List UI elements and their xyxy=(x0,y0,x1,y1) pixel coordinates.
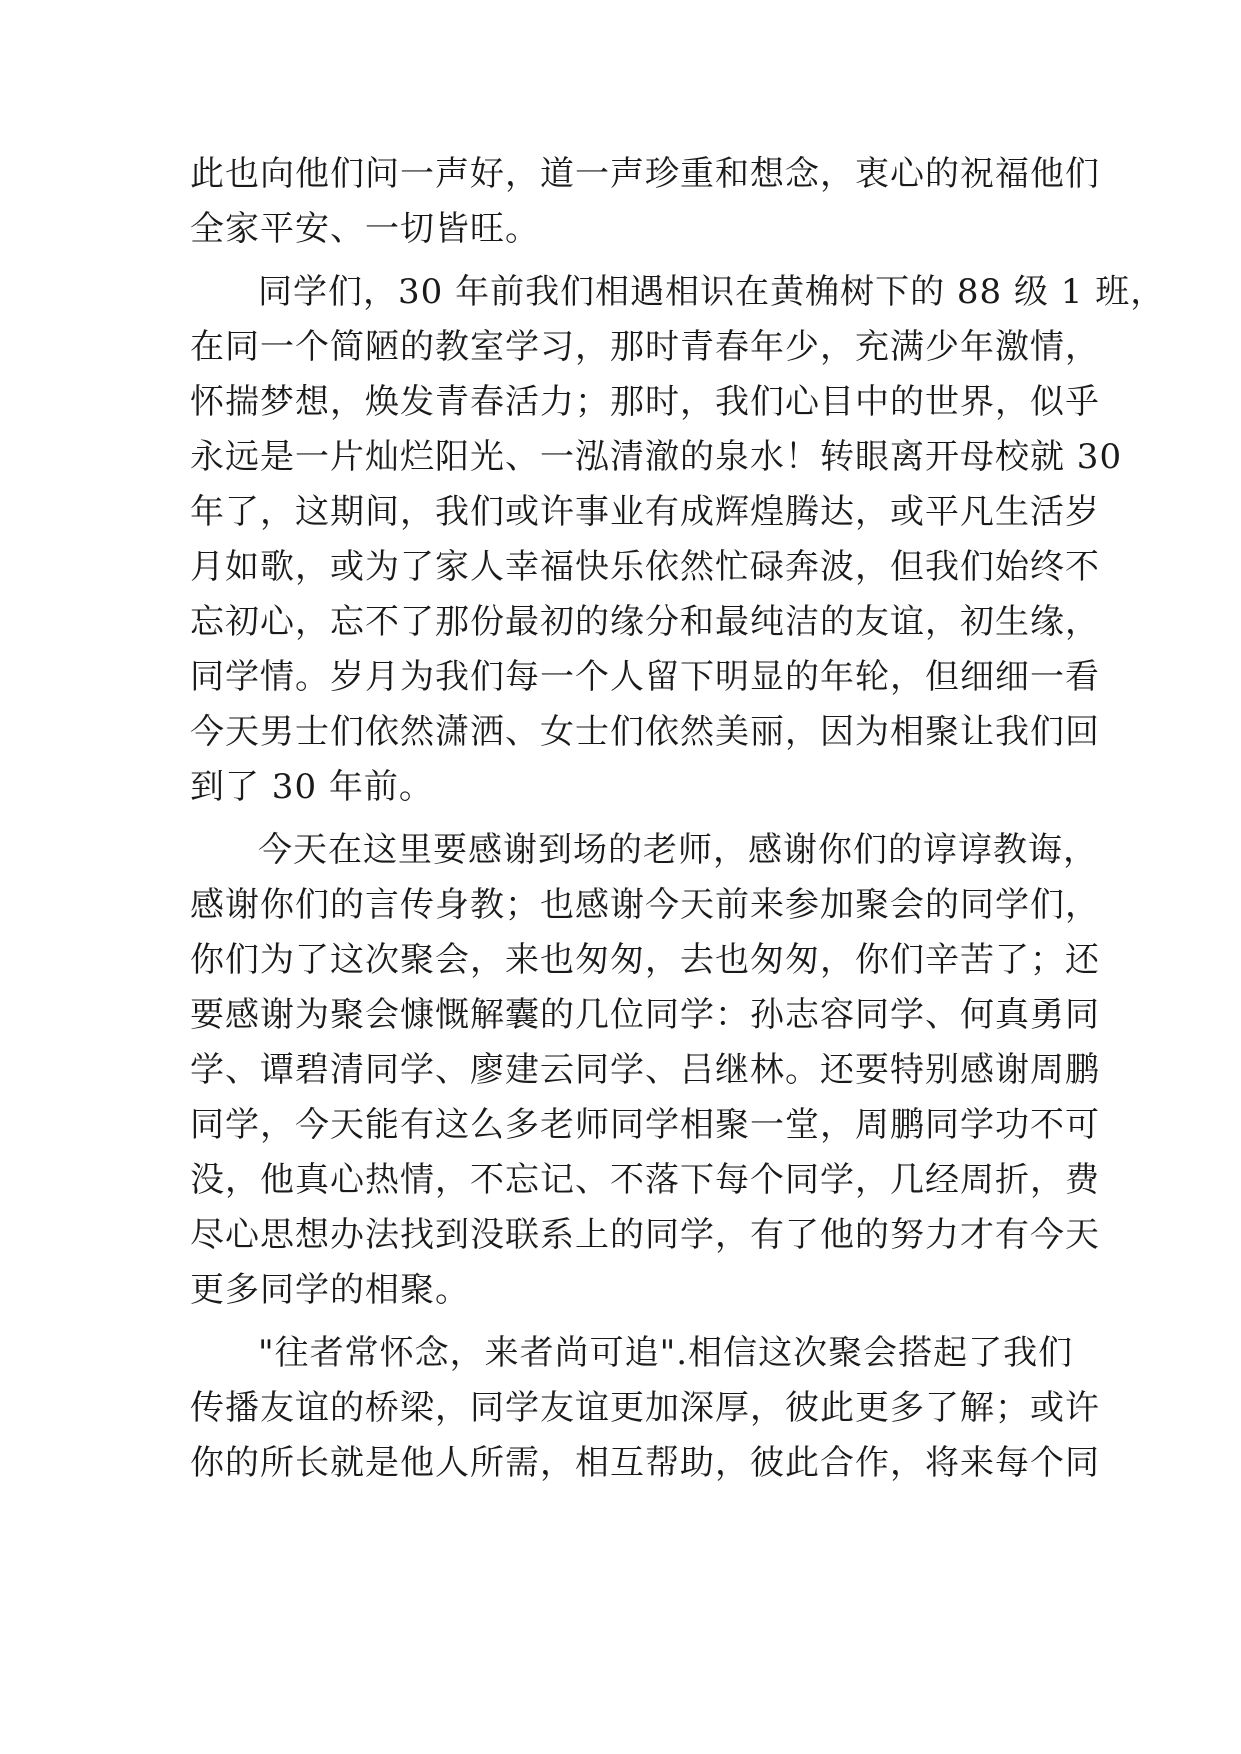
text-line: 今天在这里要感谢到场的老师，感谢你们的谆谆教诲， xyxy=(258,830,1098,870)
text-line: 年了，这期间，我们或许事业有成辉煌腾达，或平凡生活岁 xyxy=(190,492,1100,532)
text-line: 你的所长就是他人所需，相互帮助，彼此合作，将来每个同 xyxy=(190,1443,1100,1483)
text-line: 永远是一片灿烂阳光、一泓清澈的泉水！转眼离开母校就 30 xyxy=(190,437,1123,477)
text-line: 月如歌，或为了家人幸福快乐依然忙碌奔波，但我们始终不 xyxy=(190,547,1100,587)
text-line: 今天男士们依然潇洒、女士们依然美丽，因为相聚让我们回 xyxy=(190,712,1100,752)
text-line: 没，他真心热情，不忘记、不落下每个同学，几经周折，费 xyxy=(190,1160,1100,1200)
text-line: 更多同学的相聚。 xyxy=(190,1270,470,1310)
text-line: 感谢你们的言传身教；也感谢今天前来参加聚会的同学们， xyxy=(190,885,1100,925)
text-line: 怀揣梦想，焕发青春活力；那时，我们心目中的世界，似乎 xyxy=(190,382,1100,422)
text-line: 传播友谊的桥梁，同学友谊更加深厚，彼此更多了解；或许 xyxy=(190,1388,1100,1428)
text-line: 忘初心，忘不了那份最初的缘分和最纯洁的友谊，初生缘， xyxy=(190,602,1100,642)
text-line: 同学，今天能有这么多老师同学相聚一堂，周鹏同学功不可 xyxy=(190,1105,1100,1145)
text-line: 尽心思想办法找到没联系上的同学，有了他的努力才有今天 xyxy=(190,1215,1100,1255)
text-line: 同学们，30 年前我们相遇相识在黄桷树下的 88 级 1 班， xyxy=(258,272,1166,312)
text-line: 此也向他们问一声好，道一声珍重和想念，衷心的祝福他们 xyxy=(190,154,1100,194)
text-line: 在同一个简陋的教室学习，那时青春年少，充满少年激情， xyxy=(190,327,1100,367)
text-line: 要感谢为聚会慷慨解囊的几位同学：孙志容同学、何真勇同 xyxy=(190,995,1100,1035)
text-line: 全家平安、一切皆旺。 xyxy=(190,209,540,249)
text-line: 你们为了这次聚会，来也匆匆，去也匆匆，你们辛苦了；还 xyxy=(190,940,1100,980)
text-line: 到了 30 年前。 xyxy=(190,767,434,807)
text-line: 同学情。岁月为我们每一个人留下明显的年轮，但细细一看 xyxy=(190,657,1100,697)
text-line: "往者常怀念，来者尚可追".相信这次聚会搭起了我们 xyxy=(258,1333,1074,1373)
text-line: 学、谭碧清同学、廖建云同学、吕继林。还要特别感谢周鹏 xyxy=(190,1050,1100,1090)
